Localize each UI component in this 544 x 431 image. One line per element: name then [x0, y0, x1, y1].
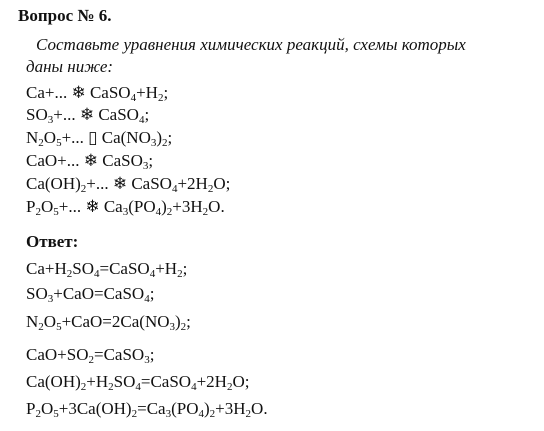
equation-text: (PO — [171, 399, 199, 418]
subscript: 2 — [108, 381, 114, 393]
equation-text: +CaO=CaSO — [53, 284, 145, 303]
scheme-1 — [26, 82, 168, 104]
subscript: 3 — [150, 137, 157, 149]
equation-text: ) — [204, 399, 210, 418]
scheme-2 — [26, 104, 149, 126]
equation-text: =CaSO — [140, 372, 192, 391]
equation-text: +... ❄ CaSO — [86, 174, 172, 193]
subscript: 4 — [155, 206, 162, 218]
equation-text: SO — [26, 284, 48, 303]
equation-text: +3H — [172, 197, 203, 216]
equation-text: ; — [149, 284, 155, 303]
equation-text: P — [26, 197, 36, 216]
task-line-2: даны ниже: — [26, 57, 114, 76]
equation-text: +... ❄ Ca — [58, 197, 123, 216]
scheme-6 — [26, 196, 225, 218]
task-line-1: Составьте уравнения химических реакций, схемы которых — [36, 35, 466, 54]
subscript: 2 — [226, 381, 233, 393]
subscript: 2 — [209, 408, 216, 420]
equation-text: ) — [156, 128, 163, 147]
equation-text: +... ❄ CaSO — [53, 105, 139, 124]
equation-text: +CaO=2Ca(NO — [61, 312, 170, 331]
answer-heading: Ответ: — [26, 232, 79, 251]
subscript: 3 — [169, 321, 175, 333]
equation-text: ) — [175, 312, 181, 331]
equation-text: +2H — [196, 372, 227, 391]
equation-text: ; — [163, 83, 169, 102]
subscript: 2 — [80, 183, 87, 195]
scheme-4 — [26, 150, 153, 172]
subscript: 3 — [47, 293, 54, 305]
subscript: 5 — [53, 206, 59, 218]
equation-text: =CaSO — [99, 259, 150, 278]
equation-text: O — [43, 128, 57, 147]
equation-text: O — [40, 197, 54, 216]
task-text — [26, 34, 526, 78]
subscript: 2 — [162, 137, 168, 149]
subscript: 3 — [144, 354, 150, 366]
subscript: 4 — [149, 268, 156, 280]
equation-text: +H — [136, 83, 158, 102]
answer-2 — [26, 283, 154, 305]
subscript: 4 — [93, 268, 100, 280]
subscript: 4 — [138, 114, 145, 126]
equation-text: Ca+... ❄ CaSO — [26, 83, 131, 102]
subscript: 2 — [245, 408, 252, 420]
subscript: 2 — [157, 92, 164, 104]
equation-text: Ca(OH) — [26, 174, 81, 193]
equation-text: P — [26, 399, 36, 418]
subscript: 4 — [198, 408, 204, 420]
subscript: 2 — [166, 206, 173, 218]
subscript: 3 — [122, 206, 129, 218]
subscript: 4 — [171, 183, 178, 195]
equation-text: O — [43, 312, 57, 331]
equation-text: ; — [144, 105, 150, 124]
equation-text: CaO+... ❄ CaSO — [26, 151, 143, 170]
equation-text: =Ca — [137, 399, 166, 418]
equation-text: +H — [155, 259, 178, 278]
subscript: 2 — [35, 408, 41, 420]
answer-1 — [26, 258, 187, 280]
equation-text: +... ▯ Ca(NO — [61, 128, 151, 147]
subscript: 2 — [38, 321, 44, 333]
subscript: 5 — [53, 408, 59, 420]
subscript: 2 — [177, 268, 183, 280]
scheme-3 — [26, 127, 172, 149]
subscript: 2 — [180, 321, 187, 333]
equation-text: O. — [251, 399, 268, 418]
equation-text: +3H — [215, 399, 246, 418]
subscript: 4 — [144, 293, 150, 305]
equation-text: N — [26, 128, 39, 147]
subscript: 3 — [47, 114, 54, 126]
subscript: 3 — [142, 160, 149, 172]
answer-3 — [26, 311, 191, 333]
subscript: 2 — [202, 206, 209, 218]
subscript: 2 — [131, 408, 138, 420]
equation-text: ) — [161, 197, 167, 216]
answer-5 — [26, 371, 249, 393]
answer-6 — [26, 398, 268, 420]
equation-text: SO — [26, 105, 48, 124]
equation-text: =CaSO — [93, 345, 145, 364]
equation-text: ; — [148, 151, 154, 170]
equation-text: O — [40, 399, 54, 418]
equation-text: SO — [113, 372, 136, 391]
question-title: Вопрос № 6. — [18, 6, 112, 25]
equation-text: ; — [149, 345, 155, 364]
equation-text: N — [26, 312, 39, 331]
subscript: 2 — [80, 381, 87, 393]
equation-text: +2H — [177, 174, 208, 193]
equation-text: O. — [208, 197, 225, 216]
equation-text: ; — [182, 259, 188, 278]
equation-text: O; — [232, 372, 250, 391]
scheme-5 — [26, 173, 230, 195]
equation-text: +3Ca(OH) — [58, 399, 132, 418]
subscript: 2 — [207, 183, 214, 195]
equation-text: O; — [213, 174, 231, 193]
answer-4 — [26, 344, 154, 366]
equation-text: ; — [186, 312, 191, 331]
subscript: 4 — [135, 381, 141, 393]
subscript: 2 — [66, 268, 73, 280]
equation-text: ; — [167, 128, 173, 147]
equation-text: (PO — [128, 197, 156, 216]
subscript: 3 — [165, 408, 172, 420]
subscript: 2 — [35, 206, 41, 218]
subscript: 4 — [130, 92, 137, 104]
equation-text: CaO+SO — [26, 345, 89, 364]
equation-text: +H — [86, 372, 109, 391]
subscript: 5 — [56, 137, 62, 149]
subscript: 4 — [191, 381, 197, 393]
subscript: 2 — [88, 354, 94, 366]
subscript: 2 — [38, 137, 44, 149]
equation-text: Ca+H — [26, 259, 67, 278]
subscript: 5 — [56, 321, 62, 333]
equation-text: SO — [72, 259, 94, 278]
equation-text: Ca(OH) — [26, 372, 81, 391]
